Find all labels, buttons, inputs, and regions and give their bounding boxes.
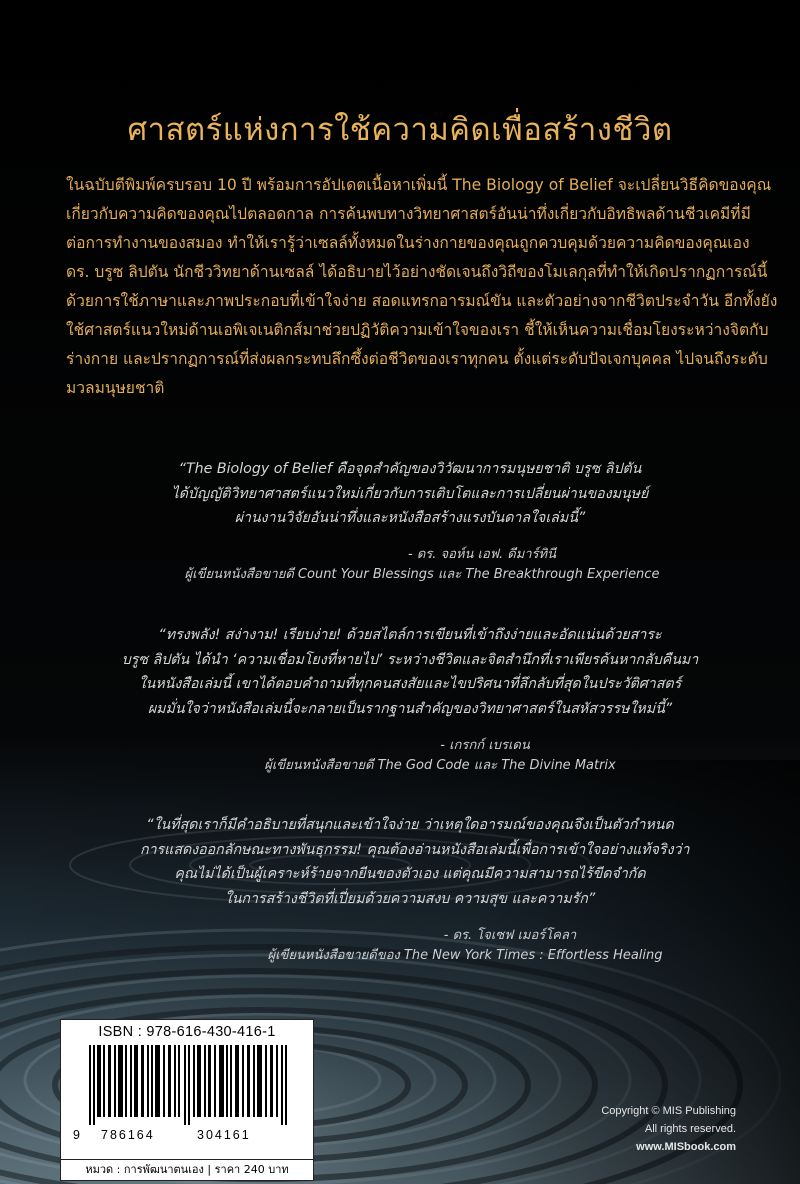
quote-line: “ในที่สุดเราก็มีคำอธิบายที่สนุกและเข้าใจง่าย ว่าเหตุใดอารมณ์ของคุณจึงเป็นตัวกำหนด [146, 817, 674, 833]
quote-line: ได้บัญญัติวิทยาศาสตร์แนวใหม่เกี่ยวกับการเติบโตและการเปลี่ยนผ่านของมนุษย์ [171, 485, 649, 502]
quote-line: คุณไม่ได้เป็นผู้เคราะห์ร้ายจากยีนของตัวเอง แต่คุณมีความสามารถไร้ขีดจำกัด [174, 866, 646, 882]
endorsement-quote-2 [120, 623, 700, 721]
endorsement-quote-3 [140, 813, 690, 911]
quote-line: ในการสร้างชีวิตที่เปี่ยมด้วยความสงบ ความสุข และความรัก” [224, 890, 596, 907]
endorser-name: - เกรกก์ เบรเดน [440, 738, 530, 753]
rights-text: All rights reserved. [644, 1123, 736, 1135]
isbn-number: ISBN : 978-616-430-416-1 [98, 1024, 276, 1040]
barcode-digit-group: 786164 [101, 1128, 155, 1142]
quote-line: การแสดงออกลักษณะทางพันธุกรรม! คุณต้องอ่านหนังสือเล่มนี้เพื่อการเข้าใจอย่างแท้จริงว่า [140, 841, 690, 858]
endorser-description: ผู้เขียนหนังสือขายดี The God Code และ The Divine Matrix [264, 758, 616, 773]
quote-line: บรูซ ลิปตัน ได้นำ ‘ความเชื่อมโยงที่หายไป’ ระหว่างชีวิตและจิตสำนึกที่เราเพียรค้นหากลับคืนมา [121, 651, 699, 668]
quote-line: “ทรงพลัง! สง่างาม! เรียบง่าย! ด้วยสไตล์การเขียนที่เข้าถึงง่ายและอัดแน่นด้วยสาระ [158, 627, 662, 643]
endorsement-attribution-1 [172, 545, 672, 585]
barcode-lead-digit: 9 [73, 1128, 82, 1142]
quote-line: ผ่านงานวิจัยอันน่าทึ่งและหนังสือสร้างแรงบันดาลใจเล่มนี้” [234, 510, 586, 526]
quote-line: “The Biology of Belief คือจุดสำคัญของวิวัฒนาการมนุษยชาติ บรูซ ลิปตัน [178, 461, 642, 477]
barcode-bars [89, 1045, 289, 1125]
intro-line: ร่างกาย และปรากฏการณ์ที่ส่งผลกระทบลึกซึ้งต่อชีวิตของเราทุกคน ตั้งแต่ระดับปัจเจกบุคคล ไปจนถึงระดับ [66, 350, 768, 368]
intro-line: ดร. บรูซ ลิปตัน นักชีววิทยาด้านเซลล์ ได้อธิบายไว้อย่างชัดเจนถึงวิถีของโมเลกุลที่ทำให้เกิดปรากฏการณ์นี้ [66, 263, 768, 281]
intro-line: ด้วยการใช้ภาษาและภาพประกอบที่เข้าใจง่าย สอดแทรกอารมณ์ขัน และตัวอย่างจากชีวิตประจำวัน อีกทั้งยัง [66, 292, 778, 310]
endorser-description: ผู้เขียนหนังสือขายดีของ The New York Times : Effortless Healing [267, 948, 663, 963]
intro-line: เกี่ยวกับความคิดของคุณไปตลอดกาล การค้นพบทางวิทยาศาสตร์อันน่าทึ่งเกี่ยวกับอิทธิพลด้านชีวเคมีที่มี [66, 205, 751, 223]
publisher-info [601, 1102, 736, 1156]
endorsement-quote-1 [150, 457, 670, 531]
intro-line: ต่อการทำงานของสมอง ทำให้เรารู้ว่าเซลล์ทั้งหมดในร่างกายของคุณถูกควบคุมด้วยความคิดของคุณเอง [66, 234, 750, 252]
quote-line: ในหนังสือเล่มนี้ เขาได้ตอบคำถามที่ทุกคนสงสัยและไขปริศนาที่ลึกลับที่สุดในประวัติศาสตร์ [138, 676, 682, 692]
quote-line: ผมมั่นใจว่าหนังสือเล่มนี้จะกลายเป็นรากฐานสำคัญของวิทยาศาสตร์ในสหัสวรรษใหม่นี้” [147, 700, 673, 717]
barcode-digit-group: 304161 [197, 1128, 251, 1142]
endorser-name: - ดร. จอห์น เอฟ. ดีมาร์ทินี [408, 547, 556, 562]
cover-title: ศาสตร์แห่งการใช้ความคิดเพื่อสร้างชีวิต [127, 112, 673, 148]
publisher-website: www.MISbook.com [636, 1141, 736, 1153]
endorsement-attribution-3 [250, 926, 680, 966]
copyright-text: Copyright © MIS Publishing [601, 1105, 736, 1117]
intro-line: มวลมนุษยชาติ [66, 379, 165, 397]
isbn-barcode [60, 1019, 314, 1161]
category-price-label: หมวด : การพัฒนาตนเอง | ราคา 240 บาท [60, 1159, 314, 1181]
endorser-name: - ดร. โจเซฟ เมอร์โคลา [443, 928, 577, 943]
intro-line: ในฉบับตีพิมพ์ครบรอบ 10 ปี พร้อมการอัปเดตเนื้อหาเพิ่มนี้ The Biology of Belief จะเปลี่ยนวิธีคิดของคุณ [66, 176, 772, 194]
endorser-description: ผู้เขียนหนังสือขายดี Count Your Blessings และ The Breakthrough Experience [184, 567, 660, 582]
intro-line: ใช้ศาสตร์แนวใหม่ด้านเอพิเจเนติกส์มาช่วยปฏิวัติความเข้าใจของเรา ชี้ให้เห็นความเชื่อมโยงระหว่างจิตกับ [66, 321, 769, 339]
intro-paragraph [66, 171, 778, 403]
endorsement-attribution-2 [230, 736, 650, 776]
